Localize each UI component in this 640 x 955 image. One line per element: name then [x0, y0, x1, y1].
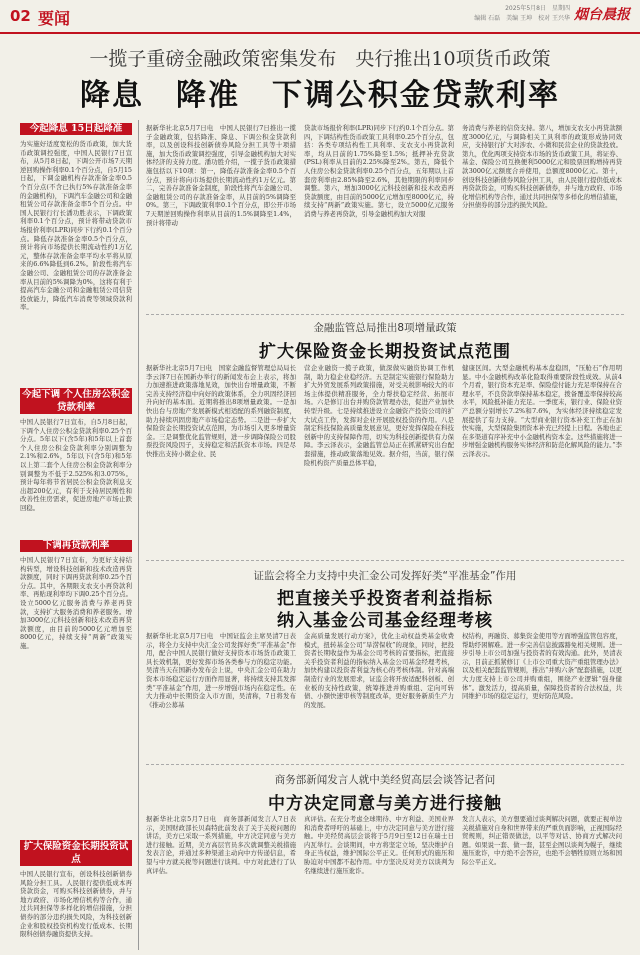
story2-col-3: 健康区间。大型金融机构基本盘稳固，“压舱石”作用明显。中小金融机构改革化险取得重要阶段性成效。从前4个月看，银行资本充足率、保险偿付能力充足率保持在合理水平，不良贷款率保持基本稳定，拨备覆盖率保持较高水平，风险抵补能力充足。一季度末，银行业、保险业资产总额分别增长7.2%和7.6%，为实体经济持续稳定发展提供了有力支持。“大型商业银行资本补充工作正在加快实施，大型保险集团资本补充已经提上日程。各地也正在多渠道有序补充中小金融机构资本金。这些措施将进一步增强金融机构服务实体经济和防范化解风险的能力。”李云泽表示。 [462, 364, 622, 458]
story3-col-1: 据新华社北京5月7日电 中国证监会主席吴清7日表示，将全力支持中央汇金公司发挥好类“平准基金”作用，配合中国人民银行做好支持资本市场货币政策工具长效机制，更好发挥市场各类参与方的稳定功能。吴清当天在国新办发布会上说，中央汇金公司在助力资本市场稳定运行方面作用显著，将持续支持其发挥类“平准基金”作用，进一步增强市场内在稳定性。在大力推动中长期资金入市方面，吴清称，7日将发布《推动公募基 [146, 632, 296, 709]
story4-col-1: 据新华社北京5月7日电 商务部新闻发言人7日表示，美国财政部长贝森特此前发表了关于关税问题的讲话，美方已采取一系列措施，中方决定同意与美方进行接触。近期，美方高层官员多次就调整关税措施发表言论，并通过多种渠道主动向中方传递信息，希望与中方就关税等问题进行谈判。中方对此进行了认真评估。 [146, 815, 296, 875]
label-rate-cut: 今起降息 15日起降准 [20, 123, 132, 135]
story4-col-2: 真评估。在充分考虑全球期待、中方利益、美国业界和消费者呼吁的基础上，中方决定同意与美方进行接触。中美经贸高层会谈将于5月9日至12日在瑞士日内瓦举行。会谈期间，中方将坚定立场，坚决维护自身正当权益，维护国际公平正义。任何形式的施压和胁迫对中国都不起作用。中方坚决反对美方以谈判为名继续进行施压讹诈。 [304, 815, 454, 875]
story2-col-1: 据新华社北京5月7日电 国家金融监督管理总局局长李云泽7日在国新办举行的新闻发布会上表示，将加力加速推进政策落地见效，加快出台增量政策，不断完善支持经济稳中向好的政策体系，全力巩固经济回升向好的基本面。近期将推出8项增量政策。一是加快出台与房地产发展新模式相适配的系列融资制度，助力持续巩固房地产市场稳定态势。二是进一步扩大保险资金长期投资试点范围，为市场引入更多增量资金。三是调整优化监管规则，进一步调降保险公司股票投资风险因子，支持稳定和活跃资本市场。四是尽快推出支持小微企业、民 [146, 364, 296, 458]
section-separator [146, 764, 624, 765]
section-separator [146, 314, 624, 315]
story1-col-3: 务消费与养老的信贷支持。第八，增加支农支小再贷款额度3000亿元，与调降相关工具利率的政策形成协同效应，支持银行扩大对涉农、小微和民营企业的贷款投放。第九，优化两项支持资本市场的货币政策工具，将证券、基金、保险公司互换便利5000亿元和股票回购增持再贷款3000亿元额度合并使用，总额度8000亿元。第十，创设科技创新债券风险分担工具，由人民银行提供低成本再贷款资金，可购买科技创新债券，并与地方政府、市场化增信机构等合作，通过共同担保等多样化的增信措施，分担债券的部分违约损失风险。 [462, 124, 622, 210]
story2-headline: 扩大保险资金长期投资试点范围 [259, 342, 511, 362]
lead-headline: 降息 降准 下调公积金贷款利率 [80, 78, 560, 113]
story4-kicker: 商务部新闻发言人就中美经贸高层会谈答记者问 [274, 774, 496, 786]
staff-credits: 编辑 石磊 美编 王坤 校对 王兴华 [474, 15, 570, 22]
label-relending: 下调再贷款利率 [20, 540, 132, 552]
story3-col-2: 金高质量发展行动方案》，优化主动权益类基金收费模式，扭转基金公司“旱涝保收”的现象，同时，把投资者长期收益作为基金公司考核的首要指标，把直接关乎投资者利益的指标纳入基金公司基金经理考核，加快构建以投资者利益为核心的考核体制。针对高端制造行业的发展需求，证监会将开放适配科创板、创业板的支持性政策，统筹推进并购重组、定向可转债、小额快速审核等制度改革，更好服务新质生产力的发展。 [304, 632, 454, 709]
issue-date: 2025年5月8日 星期四 [505, 5, 570, 12]
story3-col-3: 权结构，再融资、募集资金使用等方面增强监管包容度，帮助纾困解难。进一步完善信息披露豁免相关规则。进一步引导上市公司加强与投资者的有效沟通。此外，吴清表示，目前正抓紧修订《上市公司重大资产重组管理办法》以及相关配套监管规则，推出“并购六条”配套措施，以更大力度支持上市公司并购重组，围绕产业逻辑“强身健体”。激发活力，提高质量，保障投资者的合法权益，共同维护市场的稳定运行，更好防范风险。 [462, 632, 622, 701]
issue-meta [420, 4, 570, 24]
story1-text-relending: 中国人民银行7日宣布，为更好支持结构转型，增设科技创新和技术改造再贷款额度，同时下调再贷款利率0.25个百分点。其中，各期限支农支小再贷款利率、再贴现利率均下调0.25个百分点。设立5000亿元服务消费与养老再贷款，支持扩大服务消费和养老服务。增加3000亿元科技创新和技术改造再贷款额度，由目前的5000亿元增加至8000亿元，持续支持“两新”政策实施。 [20, 556, 132, 650]
story2-col-2: 营企业融资一揽子政策，做深做实融资协调工作机制，助力稳企业稳经济。五是制定实施银行保险助力扩大外贸发展系列政策措施，对受关税影响较大的市场主体提供精准服务，全力帮扶稳定经营、拓展市场。六是修订出台并购贷款管理办法，促进产业加快转型升级。七是持续推进设立金融资产投资公司的扩大试点工作，发挥对企业开展股权投资的作用。八是制定科技保险高质量发展意见，更好发挥保险在科技创新中的支持保障作用，切实为科技创新提供有力保障。李云泽表示，金融监管总局正在抓紧研究出台配套措施，推动政策落地见效。据介绍，当前，银行保险机构资产质量总体平稳， [304, 364, 454, 467]
label-housing-fund: 今起下调 个人住房公积金贷款利率 [20, 388, 132, 414]
story1-col-1: 据新华社北京5月7日电 中国人民银行7日推出一揽子金融政策，包括降准、降息、下调公积金贷款利率，以及创设科技创新债券风险分担工具等十项措施，加大货币政策调控强度，引导金融机构加大对实体经济的支持力度。潘功胜介绍，一揽子货币政策措施包括以下10项：第一，降低存款准备金率0.5个百分点，预计将向市场提供长期流动性约1万亿元。第二，完善存款准备金制度，阶段性将汽车金融公司、金融租赁公司的存款准备金率，从目前的5%调降至0%。第三，下调政策利率0.1个百分点，即公开市场7天期逆回购操作利率从目前的1.5%调降至1.4%，预计将带动 [146, 124, 296, 227]
lead-kicker: 一揽子重磅金融政策密集发布 央行推出10项货币政策 [89, 48, 551, 70]
story3-headline-2: 纳入基金公司基金经理考核 [277, 611, 493, 631]
newspaper-logo: 烟台晨报 [574, 7, 630, 23]
story3-headline-1: 把直接关乎投资者利益指标 [277, 589, 493, 609]
story1-text-housing: 中国人民银行7日宣布，自5月8日起，下调个人住房公积金贷款利率0.25个百分点。5年以下(含5年)和5年以上首套个人住房公积金贷款利率分别调整为2.1%和2.6%，5年以下(含5年)和5年以上第二套个人住房公积金贷款利率分别调整为不低于2.525%和3.075%。预计每年将节省居民公积金贷款利息支出超200亿元，有利于支持居民刚性和改善性住房需求，促进房地产市场止跌回稳。 [20, 418, 132, 512]
column-divider [138, 120, 139, 950]
section-separator [146, 560, 624, 561]
story4-col-3: 发言人表示，美方想要通过谈判解决问题，就要正视单边关税措施对自身和世界带来的严重负面影响，正视国际经贸规则，纠正错误做法，以平等对话、协商方式解决问题。如果说一套、做一套，甚至企图以谈判为幌子，继续施压讹诈，中方绝不会答应，也绝不会牺牲原则立场和国际公平正义。 [462, 815, 622, 866]
story1-col-2: 贷款市场报价利率(LPR)同步下行约0.1个百分点。第四，下调结构性货币政策工具利率0.25个百分点，包括：各类专项结构性工具利率、支农支小再贷款利率，均从目前的1.75%降至1.5%；抵押补充贷款(PSL)利率从目前的2.25%降至2%。第五，降低个人住房公积金贷款利率0.25个百分点，五年期以上首套房利率由2.85%降至2.6%，其他期限的利率同步调整。第六，增加3000亿元科技创新和技术改造再贷款额度，由目前的5000亿元增加至8000亿元，持续支持“两新”政策实施。第七，设立5000亿元服务消费与养老再贷款，引导金融机构加大对服 [304, 124, 454, 218]
story1-text-bond: 中国人民银行宣布，创设科技创新债券风险分担工具。人民银行提供低成本再贷款资金，可购买科技创新债券，并与地方政府、市场化增信机构等合作，通过共同担保等多样化的增信措施，分担债券的部分违约损失风险，为科技创新企业和股权投资机构发行低成本、长期限科创债券融资提供支持。 [20, 870, 132, 939]
label-insurance: 扩大保险资金长期投资试点 [20, 840, 132, 866]
story2-kicker: 金融监管总局推出8项增量政策 [313, 322, 457, 334]
masthead [0, 0, 640, 34]
story1-text-rate: 为实施好适度宽松的货币政策，加大货币政策调控强度，中国人民银行7日宣布，从5月8日起，下调公开市场7天期逆回购操作利率0.1个百分点，自5月15日起，下调金融机构存款准备金率0.5个百分点(不含已执行5%存款准备金率的金融机构)，下调汽车金融公司和金融租赁公司存款准备金率5个百分点。中国人民银行行长潘功胜表示，下调政策利率0.1个百分点，预计将带动贷款市场报价利率(LPR)同步下行约0.1个百分点。降低存款准备金率0.5个百分点，预计将向市场提供长期流动性约1万亿元，整体存款准备金率平均水平将从原来的6.6%降低到6.2%。阶段性将汽车金融公司、金融租赁公司的存款准备金率从目前的5%调降为0%，这将有利于提高汽车金融公司和金融租赁公司信贷投放能力，降低汽车消费等领域贷款利率。 [20, 140, 132, 312]
story3-kicker: 证监会将全力支持中央汇金公司发挥好类“平准基金”作用 [253, 570, 517, 582]
story4-headline: 中方决定同意与美方进行接触 [268, 794, 502, 814]
section-name: 要闻 [38, 9, 71, 28]
page-number: 02 [10, 7, 31, 25]
